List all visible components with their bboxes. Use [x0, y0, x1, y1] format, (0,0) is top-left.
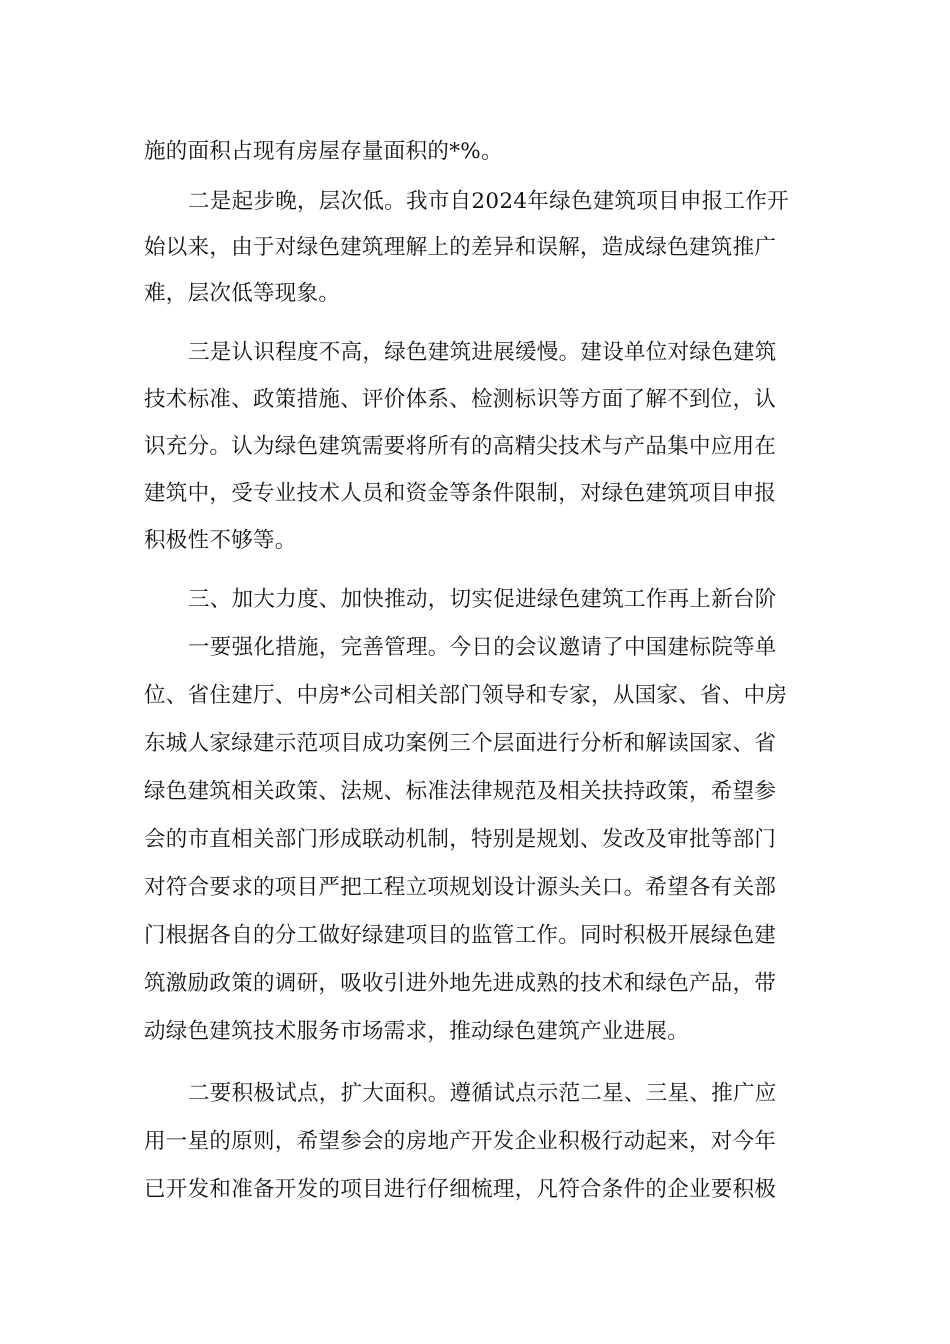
paragraph-start-line: 二是起步晚，层次低。我市自2024年绿色建筑项目申报工作开 [188, 189, 789, 214]
paragraph-start-line: 一要强化措施，完善管理。今日的会议邀请了中国建标院等单 [188, 635, 777, 660]
text-line: 技术标准、政策措施、评价体系、检测标识等方面了解不到位，认 [144, 387, 777, 412]
text-line: 动绿色建筑技术服务市场需求，推动绿色建筑产业进展。 [144, 1019, 690, 1044]
text-line: 难，层次低等现象。 [144, 281, 341, 306]
text-line: 用一星的原则，希望参会的房地产开发企业积极行动起来，对今年 [144, 1129, 777, 1154]
text-line: 建筑中，受专业技术人员和资金等条件限制，对绿色建筑项目申报 [144, 481, 777, 506]
text-line: 东城人家绿建示范项目成功案例三个层面进行分析和解读国家、省 [144, 731, 777, 756]
text-line: 始以来，由于对绿色建筑理解上的差异和误解，造成绿色建筑推广 [144, 235, 777, 260]
text-line: 施的面积占现有房屋存量面积的*%。 [144, 139, 503, 164]
text-line: 筑激励政策的调研，吸收引进外地先进成熟的技术和绿色产品，带 [144, 971, 777, 996]
text-line: 门根据各自的分工做好绿建项目的监管工作。同时积极开展绿色建 [144, 923, 777, 948]
text-line: 绿色建筑相关政策、法规、标准法律规范及相关扶持政策，希望参 [144, 779, 777, 804]
section-heading: 三、加大力度、加快推动，切实促进绿色建筑工作再上新台阶 [188, 587, 777, 612]
text-line: 识充分。认为绿色建筑需要将所有的高精尖技术与产品集中应用在 [144, 434, 777, 459]
text-line: 已开发和准备开发的项目进行仔细梳理，凡符合条件的企业要积极 [144, 1177, 777, 1202]
text-line: 位、省住建厅、中房*公司相关部门领导和专家，从国家、省、中房 [144, 683, 788, 708]
text-line: 积极性不够等。 [144, 528, 297, 553]
text-line: 会的市直相关部门形成联动机制，特别是规划、发改及审批等部门 [144, 827, 777, 852]
paragraph-start-line: 三是认识程度不高，绿色建筑进展缓慢。建设单位对绿色建筑 [188, 340, 777, 365]
text-line: 对符合要求的项目严把工程立项规划设计源头关口。希望各有关部 [144, 875, 777, 900]
paragraph-start-line: 二要积极试点，扩大面积。遵循试点示范二星、三星、推广应 [188, 1081, 777, 1106]
